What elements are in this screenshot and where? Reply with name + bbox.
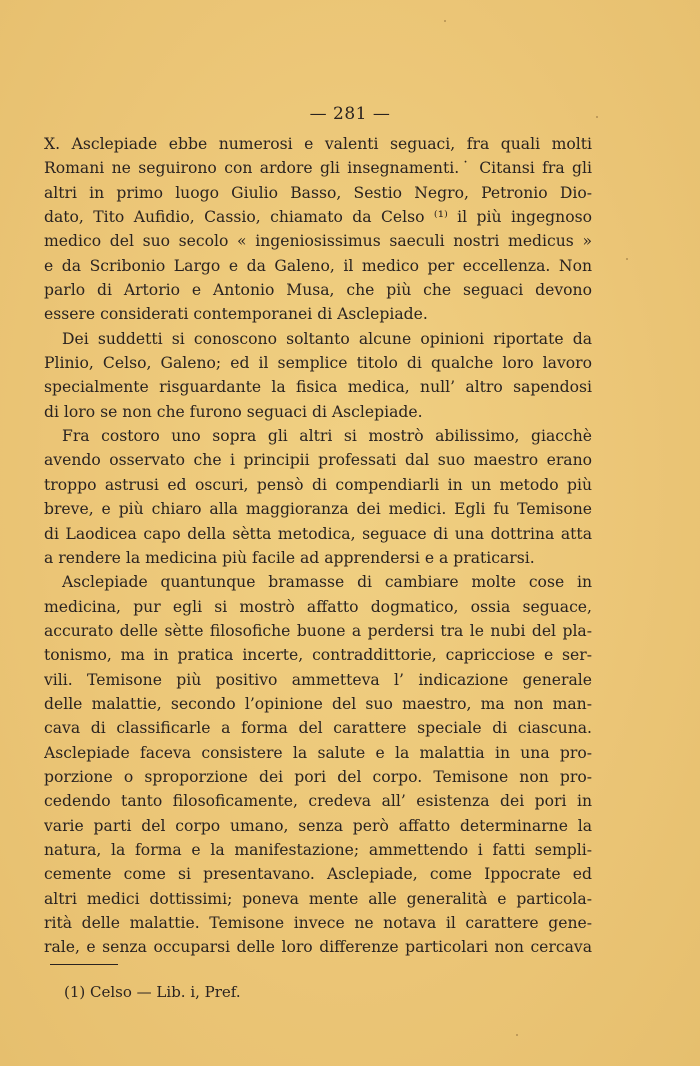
page-number: — 281 — <box>309 104 391 124</box>
text-line: natura, la forma e la manifestazione; ammettendo i fatti sempli- <box>44 840 592 859</box>
text-line: accurato delle sètte filosofiche buone a perdersi tra le nubi del pla- <box>44 621 592 640</box>
text-line: cemente come si presentavano. Asclepiade, come Ippocrate ed <box>44 865 592 884</box>
text-line: altri in primo luogo Giulio Basso, Sestio Negro, Petronio Dio- <box>44 183 592 202</box>
text-line: essere considerati contemporanei di Asclepiade. <box>44 305 428 324</box>
text-line: X. Asclepiade ebbe numerosi e valenti seguaci, fra quali molti <box>44 135 592 153</box>
text-line: medico del suo secolo « ingeniosissimus saeculi nostri medicus » <box>44 232 592 251</box>
text-line: porzione o sproporzione dei pori del corpo. Temisone non pro- <box>44 767 592 786</box>
text-line: medicina, pur egli si mostrò affatto dogmatico, ossia seguace, <box>44 597 592 616</box>
footnote-divider <box>50 964 118 965</box>
text-line: parlo di Artorio e Antonio Musa, che più che seguaci devono <box>44 281 592 300</box>
text-line: varie parti del corpo umano, senza però affatto determinarne la <box>44 816 592 835</box>
text-line: rale, e senza occuparsi delle loro differenze particolari non cercava <box>44 938 592 957</box>
text-line: Asclepiade faceva consistere la salute e la malattia in una pro- <box>44 743 592 762</box>
text-line: vili. Temisone più positivo ammetteva l’ indicazione generale <box>44 670 592 689</box>
text-line: Romani ne seguirono con ardore gli insegnamenti.˙ Citansi fra gli <box>44 159 592 178</box>
text-line: di Laodicea capo della sètta metodica, seguace di una dottrina atta <box>44 524 592 543</box>
paper-speck <box>596 116 598 118</box>
text-line: troppo astrusi ed oscuri, pensò di compendiarli in un metodo più <box>44 475 592 494</box>
text-line: tonismo, ma in pratica incerte, contraddittorie, capricciose e ser- <box>44 646 592 665</box>
text-line: cedendo tanto filosoficamente, credeva all’ esistenza dei pori in <box>44 792 592 811</box>
text-line: altri medici dottissimi; poneva mente alle generalità e particola- <box>44 889 592 908</box>
text-line: avendo osservato che i principii professati dal suo maestro erano <box>44 451 592 470</box>
text-line: cava di classificarle a forma del carattere speciale di ciascuna. <box>44 719 592 738</box>
text-line: rità delle malattie. Temisone invece ne notava il carattere gene- <box>44 914 592 932</box>
text-line: dato, Tito Aufidio, Cassio, chiamato da Celso ⁽¹⁾ il più ingegnoso <box>44 208 592 227</box>
text-line: di loro se non che furono seguaci di Asclepiade. <box>44 402 423 421</box>
text-line: Dei suddetti si conoscono soltanto alcune opinioni riportate da <box>62 329 592 348</box>
paper-speck <box>444 20 446 22</box>
text-line: Fra costoro uno sopra gli altri si mostrò abilissimo, giacchè <box>62 427 592 446</box>
text-line: delle malattie, secondo l’opinione del suo maestro, ma non man- <box>44 694 592 713</box>
text-line: breve, e più chiaro alla maggioranza dei medici. Egli fu Temisone <box>44 500 592 519</box>
text-line: specialmente risguardante la fisica medica, null’ altro sapendosi <box>44 378 592 397</box>
text-line: Plinio, Celso, Galeno; ed il semplice titolo di qualche loro lavoro <box>44 354 592 373</box>
text-line: Asclepiade quantunque bramasse di cambiare molte cose in <box>62 573 592 592</box>
paper-speck <box>626 258 628 260</box>
footnote: (1) Celso — Lib. i, Pref. <box>64 983 241 1001</box>
text-line: a rendere la medicina più facile ad apprendersi e a praticarsi. <box>44 548 535 567</box>
body-text <box>44 132 592 960</box>
paper-speck <box>516 1034 518 1036</box>
text-line: e da Scribonio Largo e da Galeno, il medico per eccellenza. Non <box>44 256 592 275</box>
